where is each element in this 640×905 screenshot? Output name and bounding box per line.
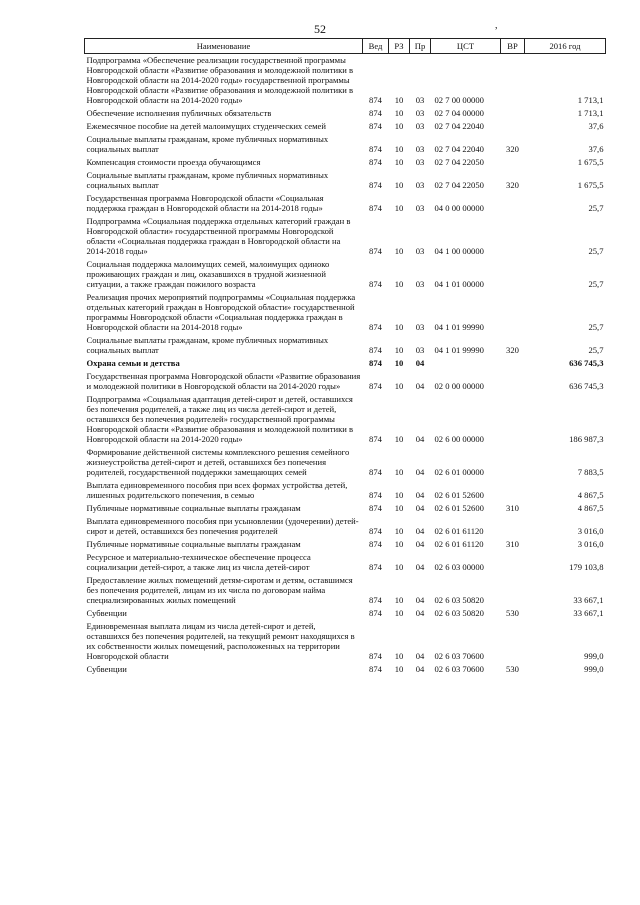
cell-vr xyxy=(501,54,525,108)
cell-rz: 10 xyxy=(394,358,404,368)
cell-name: Государственная программа Новгородской области «Развитие образования и молодежной политики в Новгородской области на 2014-2020 годы» xyxy=(86,371,361,391)
cell-ved: 874 xyxy=(369,358,382,368)
cell-sum: 4 867,5 xyxy=(577,503,604,513)
cell-pr: 04 xyxy=(415,467,425,477)
cell-sum: 3 016,0 xyxy=(577,539,604,549)
table-row xyxy=(85,620,606,663)
cell-ved: 874 xyxy=(369,345,382,355)
cell-ved: 874 xyxy=(369,562,382,572)
cell-sum: 25,7 xyxy=(588,203,604,213)
cell-vr xyxy=(501,107,525,120)
cell-vr xyxy=(501,156,525,169)
cell-pr: 03 xyxy=(415,246,425,256)
cell-ved: 874 xyxy=(369,526,382,536)
header-pr: Пр xyxy=(410,39,431,54)
cell-ved: 874 xyxy=(369,203,382,213)
cell-name: Подпрограмма «Социальная поддержка отдельных категорий граждан в Новгородской области» государственной программы Новгородской области «Социальная поддержка граждан в Новгородской области на 2014-2018 годы» xyxy=(86,216,351,256)
cell-cst: 02 6 03 50820 xyxy=(434,608,484,618)
cell-sum: 999,0 xyxy=(584,664,604,674)
cell-name: Выплата единовременного пособия при усыновлении (удочерении) детей-сирот и детей, оставшихся без попечения родителей xyxy=(86,516,359,536)
table-row xyxy=(85,120,606,133)
cell-name: Субвенции xyxy=(86,664,127,674)
cell-pr: 03 xyxy=(415,157,425,167)
cell-vr: 320 xyxy=(506,144,519,154)
cell-ved: 874 xyxy=(369,381,382,391)
cell-cst: 02 6 01 52600 xyxy=(434,503,484,513)
cell-sum: 7 883,5 xyxy=(577,467,604,477)
cell-vr xyxy=(501,551,525,574)
cell-sum: 636 745,3 xyxy=(569,358,604,368)
cell-rz: 10 xyxy=(394,345,404,355)
cell-rz: 10 xyxy=(394,246,404,256)
cell-pr: 04 xyxy=(415,503,425,513)
cell-ved: 874 xyxy=(369,95,382,105)
cell-pr: 03 xyxy=(415,345,425,355)
cell-sum: 37,6 xyxy=(588,144,604,154)
cell-cst: 02 6 03 70600 xyxy=(434,664,484,674)
cell-vr xyxy=(501,620,525,663)
cell-name: Формирование действенной системы комплексного решения семейного жизнеустройства детей-сирот и детей, оставшихся без попечения родителей, государственной поддержки замещающих семей xyxy=(86,447,350,477)
cell-vr xyxy=(501,291,525,334)
cell-cst: 04 1 01 99990 xyxy=(434,322,484,332)
cell-rz: 10 xyxy=(394,664,404,674)
cell-sum: 1 675,5 xyxy=(577,157,604,167)
cell-sum: 4 867,5 xyxy=(577,490,604,500)
cell-vr xyxy=(501,574,525,607)
cell-cst: 02 6 03 70600 xyxy=(434,651,484,661)
table-row xyxy=(85,538,606,551)
cell-cst: 02 7 04 22040 xyxy=(434,121,484,131)
header-vr: ВР xyxy=(501,39,525,54)
cell-sum: 179 103,8 xyxy=(569,562,604,572)
cell-vr xyxy=(501,357,525,370)
cell-vr xyxy=(501,215,525,258)
cell-rz: 10 xyxy=(394,203,404,213)
table-row xyxy=(85,393,606,446)
cell-name: Реализация прочих мероприятий подпрограммы «Социальная поддержка отдельных категорий граждан в Новгородской области» государственной программы Новгородской области «Социальная поддержка граждан в Новгородской области на 2014-2018 годы» xyxy=(86,292,356,332)
cell-pr: 03 xyxy=(415,108,425,118)
cell-cst: 02 7 04 22040 xyxy=(434,144,484,154)
cell-rz: 10 xyxy=(394,526,404,536)
cell-sum: 33 667,1 xyxy=(573,595,604,605)
cell-vr xyxy=(501,120,525,133)
cell-vr: 310 xyxy=(506,503,519,513)
cell-vr xyxy=(501,446,525,479)
header-name: Наименование xyxy=(85,39,363,54)
table-row xyxy=(85,446,606,479)
cell-ved: 874 xyxy=(369,651,382,661)
cell-sum: 1 713,1 xyxy=(577,108,604,118)
cell-rz: 10 xyxy=(394,490,404,500)
cell-cst: 02 7 04 22050 xyxy=(434,180,484,190)
cell-vr: 320 xyxy=(506,345,519,355)
cell-cst: 02 6 00 00000 xyxy=(434,434,484,444)
table-row xyxy=(85,215,606,258)
table-row xyxy=(85,133,606,156)
cell-cst: 02 6 01 61120 xyxy=(434,526,484,536)
cell-name: Подпрограмма «Социальная адаптация детей-сирот и детей, оставшихся без попечения родителей, а также лиц из числа детей-сирот и детей, оставшихся без попечения родителей» государственной программы Новгородской области «Развитие образования и молодежной политики в Новгородской области на 2014-2020 годы» xyxy=(86,394,354,444)
cell-name: Социальные выплаты гражданам, кроме публичных нормативных социальных выплат xyxy=(86,134,329,154)
cell-ved: 874 xyxy=(369,157,382,167)
cell-pr: 04 xyxy=(415,608,425,618)
cell-ved: 874 xyxy=(369,434,382,444)
table-row xyxy=(85,663,606,676)
cell-rz: 10 xyxy=(394,108,404,118)
cell-ved: 874 xyxy=(369,503,382,513)
cell-vr xyxy=(501,370,525,393)
cell-sum: 33 667,1 xyxy=(573,608,604,618)
cell-sum: 999,0 xyxy=(584,651,604,661)
cell-cst: 02 6 03 50820 xyxy=(434,595,484,605)
cell-name: Государственная программа Новгородской области «Социальная поддержка граждан в Новгородской области на 2014-2018 годы» xyxy=(86,193,324,213)
cell-name: Обеспечение исполнения публичных обязательств xyxy=(86,108,272,118)
cell-ved: 874 xyxy=(369,664,382,674)
table-row xyxy=(85,370,606,393)
cell-rz: 10 xyxy=(394,434,404,444)
cell-pr: 03 xyxy=(415,121,425,131)
table-row xyxy=(85,334,606,357)
cell-name: Ресурсное и материально-техническое обеспечение процесса социализации детей-сирот, а также лиц из числа детей-сирот xyxy=(86,552,311,572)
cell-ved: 874 xyxy=(369,144,382,154)
cell-pr: 04 xyxy=(415,562,425,572)
table-row xyxy=(85,551,606,574)
page-number: 52 xyxy=(314,22,326,36)
header-ved: Вед xyxy=(363,39,389,54)
cell-pr: 04 xyxy=(415,664,425,674)
cell-name: Ежемесячное пособие на детей малоимущих студенческих семей xyxy=(86,121,326,131)
cell-vr xyxy=(501,393,525,446)
table-row xyxy=(85,574,606,607)
cell-pr: 04 xyxy=(415,434,425,444)
cell-rz: 10 xyxy=(394,595,404,605)
table-row xyxy=(85,291,606,334)
cell-pr: 03 xyxy=(415,144,425,154)
cell-sum: 37,6 xyxy=(588,121,604,131)
cell-rz: 10 xyxy=(394,467,404,477)
cell-cst: 02 6 03 00000 xyxy=(434,562,484,572)
cell-rz: 10 xyxy=(394,651,404,661)
cell-cst: 04 1 00 00000 xyxy=(434,246,484,256)
cell-vr: 530 xyxy=(506,664,519,674)
cell-ved: 874 xyxy=(369,467,382,477)
stray-mark: , xyxy=(495,20,498,31)
cell-pr: 04 xyxy=(415,490,425,500)
cell-pr: 03 xyxy=(415,322,425,332)
cell-rz: 10 xyxy=(394,322,404,332)
cell-name: Субвенции xyxy=(86,608,127,618)
cell-name: Социальные выплаты гражданам, кроме публичных нормативных социальных выплат xyxy=(86,170,329,190)
cell-name: Охрана семьи и детства xyxy=(86,358,180,368)
cell-sum: 25,7 xyxy=(588,246,604,256)
table-row xyxy=(85,107,606,120)
cell-ved: 874 xyxy=(369,595,382,605)
cell-ved: 874 xyxy=(369,490,382,500)
cell-cst: 02 6 01 00000 xyxy=(434,467,484,477)
cell-cst: 02 6 01 52600 xyxy=(434,490,484,500)
cell-rz: 10 xyxy=(394,562,404,572)
cell-ved: 874 xyxy=(369,279,382,289)
table-row xyxy=(85,156,606,169)
cell-sum: 1 713,1 xyxy=(577,95,604,105)
cell-pr: 04 xyxy=(415,595,425,605)
cell-ved: 874 xyxy=(369,180,382,190)
cell-name: Публичные нормативные социальные выплаты гражданам xyxy=(86,503,301,513)
cell-ved: 874 xyxy=(369,246,382,256)
cell-sum: 25,7 xyxy=(588,322,604,332)
table-row xyxy=(85,479,606,502)
cell-name: Подпрограмма «Обеспечение реализации государственной программы Новгородской области «Развитие образования и молодежной политики в Новгородской области на 2014-2020 годы» государственной программы Новгородской области «Развитие образования и молодежной политики в Новгородской области на 2014-2020 годы» xyxy=(86,55,354,105)
cell-ved: 874 xyxy=(369,121,382,131)
cell-cst: 02 6 01 61120 xyxy=(434,539,484,549)
cell-sum: 1 675,5 xyxy=(577,180,604,190)
table-row xyxy=(85,357,606,370)
cell-cst: 02 0 00 00000 xyxy=(434,381,484,391)
table-row xyxy=(85,169,606,192)
header-rz: РЗ xyxy=(389,39,410,54)
cell-cst: 02 7 04 00000 xyxy=(434,108,484,118)
cell-cst: 04 1 01 99990 xyxy=(434,345,484,355)
cell-rz: 10 xyxy=(394,157,404,167)
cell-rz: 10 xyxy=(394,144,404,154)
cell-pr: 04 xyxy=(415,358,425,368)
cell-vr: 530 xyxy=(506,608,519,618)
cell-pr: 03 xyxy=(415,180,425,190)
cell-name: Социальные выплаты гражданам, кроме публичных нормативных социальных выплат xyxy=(86,335,329,355)
table-row xyxy=(85,607,606,620)
cell-vr xyxy=(501,192,525,215)
cell-sum: 3 016,0 xyxy=(577,526,604,536)
cell-vr: 320 xyxy=(506,180,519,190)
cell-vr xyxy=(501,515,525,538)
table-body xyxy=(85,54,606,677)
cell-name: Предоставление жилых помещений детям-сиротам и детям, оставшимся без попечения родителей, лицам из их числа по договорам найма специализированных жилых помещений xyxy=(86,575,353,605)
budget-table xyxy=(84,38,606,676)
table-header-row xyxy=(85,39,606,54)
cell-pr: 03 xyxy=(415,203,425,213)
table-row xyxy=(85,192,606,215)
cell-cst: 02 7 00 00000 xyxy=(434,95,484,105)
cell-sum: 636 745,3 xyxy=(569,381,604,391)
cell-sum: 25,7 xyxy=(588,279,604,289)
cell-rz: 10 xyxy=(394,279,404,289)
cell-name: Выплата единовременного пособия при всех формах устройства детей, лишенных родительского попечения, в семью xyxy=(86,480,348,500)
cell-ved: 874 xyxy=(369,322,382,332)
cell-ved: 874 xyxy=(369,539,382,549)
table-row xyxy=(85,515,606,538)
cell-ved: 874 xyxy=(369,108,382,118)
cell-name: Единовременная выплата лицам из числа детей-сирот и детей, оставшихся без попечения родителей, на текущий ремонт находящихся в их собственности жилых помещений, расположенных на территории Новгородской области xyxy=(86,621,355,661)
cell-name: Компенсация стоимости проезда обучающимся xyxy=(86,157,261,167)
cell-sum: 186 987,3 xyxy=(569,434,604,444)
cell-pr: 03 xyxy=(415,95,425,105)
cell-rz: 10 xyxy=(394,539,404,549)
cell-vr xyxy=(501,479,525,502)
cell-rz: 10 xyxy=(394,608,404,618)
cell-ved: 874 xyxy=(369,608,382,618)
cell-rz: 10 xyxy=(394,121,404,131)
table-row xyxy=(85,258,606,291)
cell-name: Социальная поддержка малоимущих семей, малоимущих одиноко проживающих граждан и лиц, оказавшихся в трудной жизненной ситуации, а также граждан пожилого возраста xyxy=(86,259,330,289)
cell-pr: 03 xyxy=(415,279,425,289)
cell-pr: 04 xyxy=(415,651,425,661)
cell-sum: 25,7 xyxy=(588,345,604,355)
table-row xyxy=(85,502,606,515)
cell-vr xyxy=(501,258,525,291)
cell-cst: 02 7 04 22050 xyxy=(434,157,484,167)
header-year: 2016 год xyxy=(525,39,606,54)
cell-cst: 04 1 01 00000 xyxy=(434,279,484,289)
cell-cst: 04 0 00 00000 xyxy=(434,203,484,213)
cell-rz: 10 xyxy=(394,503,404,513)
cell-pr: 04 xyxy=(415,539,425,549)
cell-rz: 10 xyxy=(394,381,404,391)
cell-name: Публичные нормативные социальные выплаты гражданам xyxy=(86,539,301,549)
table-row xyxy=(85,54,606,108)
cell-vr: 310 xyxy=(506,539,519,549)
cell-rz: 10 xyxy=(394,95,404,105)
cell-pr: 04 xyxy=(415,526,425,536)
cell-cst xyxy=(431,357,501,370)
cell-pr: 04 xyxy=(415,381,425,391)
header-cst: ЦСТ xyxy=(431,39,501,54)
cell-rz: 10 xyxy=(394,180,404,190)
